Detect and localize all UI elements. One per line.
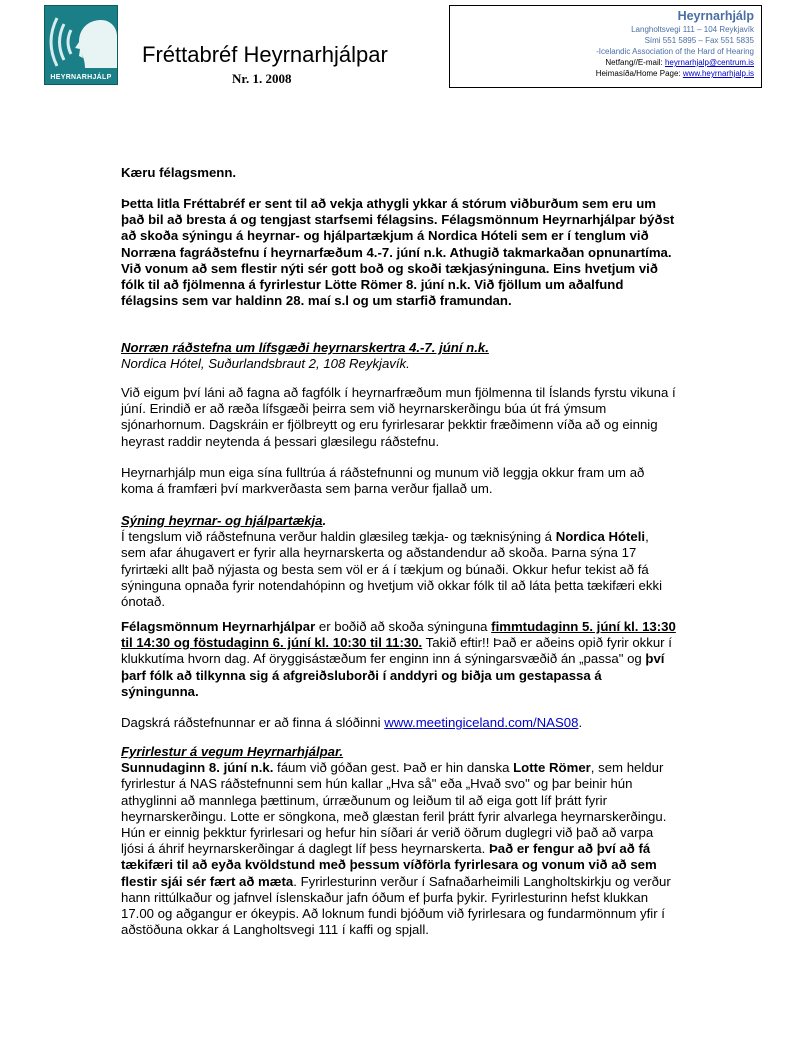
contact-address: Langholtsvegi 111 – 104 Reykjavík [631, 25, 754, 34]
homepage-label: Heimasíða/Home Page: [595, 69, 683, 78]
logo-text: HEYRNARHJÁLP [50, 74, 112, 81]
conference-heading: Norræn ráðstefna um lífsgæði heyrnarskertra 4.-7. júní n.k. [121, 340, 489, 355]
text-run-bold: Sunnudaginn 8. júní n.k. [121, 760, 274, 776]
contact-org: Heyrnarhjálp [677, 9, 754, 23]
text-run: , sem heldur fyrirlestur á NAS ráðstefnunni sem hún kallar „Hva så" eða „Hvað svo" og þar beinir hún athyglinni að mannlega þættinum, úrræðunum og leiðum til að eiga gott líf þrátt fyrir heyrnarskerðingu. Lotte er söngkona, með glæstan feril þrátt fyrir alvarlega heyrnarskerðingu. Hún er einnig þekktur fyrirlesari og hefur hin síðari ár verið öðrum duglegri við það að varpa ljósi á áhrif heyrnarskerðingar á daglegt líf þess heyrnarskerta. [121, 760, 667, 857]
text-run: Dagskrá ráðstefnunnar er að finna á slóðinni [121, 715, 385, 730]
exhibition-heading: Sýning heyrnar- og hjálpartækja [121, 513, 323, 528]
text-run: . [578, 715, 583, 730]
text-run-bold: Það er fengur að því að fá tækifæri til að eyða kvöldstund með þessum víðförla fyrirlesara og vonum við að sem flestir sjái sér fært að mæta [121, 841, 657, 889]
text-run-bold: Lotte Römer [513, 760, 591, 776]
contact-association: -Icelandic Association of the Hard of Hearing [596, 47, 754, 56]
lecture-heading: Fyrirlestur á vegum Heyrnarhjálpar. [121, 744, 344, 759]
newsletter-title: Fréttabréf Heyrnarhjálpar [142, 42, 388, 67]
greeting: Kæru félagsmenn. [121, 165, 237, 180]
conference-paragraph-1: Við eigum því láni að fagna að fagfólk í heyrnarfræðum mun fjölmenna til Íslands fyrstu vikuna í júní. Erindið er að ræða lífsgæði þeirra sem við heyrnarskerðingu búa út frá ýmsum sjónarhornum. Dagskráin er fjölbreytt og eru fyrirlesarar þekktir fræðimenn víða að og einnig heyrast raddir neytenda á þessari glæsilegu ráðstefnu. [121, 385, 676, 449]
text-run: . Fyrirlesturinn verður í Safnaðarheimili Langholtskirkju og verður hann rittúlkaður og jafnvel íslenskaður jafn óðum ef þurfa þykir. Fyrirlesturinn hefst klukkan 17.00 og aðgangur er ókeypis. Að loknum fundi bjóðum við fyrirlesara og fundarmönnum yfir í aðstöðuna okkar á Langholtsvegi 111 í kaffi og spjall. [121, 873, 671, 938]
lecture-paragraph [121, 760, 677, 938]
section-conference [121, 340, 677, 372]
text-run-bold: því þarf fólk að tilkynna sig á afgreiðsluborði í anddyri og biðja um gestapassa á sýningunna. [121, 651, 665, 699]
exhibition-paragraph-2 [121, 619, 677, 700]
exhibition-heading-end: . [322, 513, 327, 528]
text-run: Í tengslum við ráðstefnuna verður haldin glæsileg tækja- og tæknisýning á [121, 529, 556, 545]
email-label: Netfang//E-mail: [605, 58, 665, 67]
intro-paragraph: Þetta litla Fréttabréf er sent til að vekja athygli ykkar á stórum viðburðum sem eru um það bil að bresta á og tengjast starfsemi félagsins. Félagsmönnum Heyrnarhjálpar býðst að skoða sýningu á heyrnar- og hjálpartækjum á Nordica Hóteli sem er í tenglum við Norræna fagráðstefnu í heyrnarfæðum 4.-7. júní n.k. Athugið takmarkaðan opnunartíma. Við vonum að sem flestir nýti sér gott boð og skoði tækjasýninguna. Eins hvetjum við fólk til að fjölmenna á fyrirlestur Lötte Römer 8. júní n.k. Við fjöllum um aðalfund félagsins sem var haldinn 28. maí s.l og um starfið framundan. [121, 196, 675, 309]
opening-times: fimmtudaginn 5. júní kl. 13:30 til 14:30 og föstudaginn 6. júní kl. 10:30 til 11:30. [121, 619, 676, 651]
conference-paragraph-2: Heyrnarhjálp mun eiga sína fulltrúa á ráðstefnunni og munum við leggja okkur fram um að koma á framfæri því markverðasta sem þarna verður fjallað um. [121, 465, 645, 497]
text-run-bold: Nordica Hóteli [555, 529, 646, 545]
heyrnarhjalp-logo [44, 5, 118, 85]
section-lecture [121, 744, 677, 938]
email-link[interactable]: heyrnarhjalp@centrum.is [664, 58, 754, 67]
homepage-link[interactable]: www.heyrnarhjalp.is [682, 69, 754, 78]
text-run: , sem afar áhugavert er fyrir alla heyrnarskerta og aðstandendur að skoða. Þarna sýna 17 fyrirtæki allt það nýjasta og besta sem völ er á í tækjum og búnaði. Okkur hefur tekist að fá sýninguna opnaða fyrir notendahópinn og hvetjum við okkar fólk til að láta þetta tækifæri ekki ónotað. [121, 529, 662, 610]
text-run: er boðið að skoða sýninguna [315, 619, 492, 634]
issue-number: Nr. 1. 2008 [232, 71, 292, 86]
contact-box [449, 5, 762, 88]
contact-home-line [450, 68, 754, 79]
text-run-bold: Félagsmönnum Heyrnarhjálpar [121, 619, 316, 634]
conference-venue: Nordica Hótel, Suðurlandsbraut 2, 108 Reykjavík. [121, 356, 410, 372]
text-run: Takið eftir!! Það er aðeins opið fyrir okkur í klukkutíma hvorn dag. Af öryggisástæðum fer enginn inn á sýningarsvæðið án „passa" og [121, 635, 672, 667]
section-exhibition [121, 513, 677, 610]
meetingiceland-link[interactable]: www.meetingiceland.com/NAS08 [384, 715, 579, 730]
contact-phone: Sími 551 5895 – Fax 551 5835 [644, 36, 754, 45]
exhibition-paragraph-3 [121, 715, 677, 731]
text-run: fáum við góðan gest. Það er hin danska [273, 760, 514, 776]
exhibition-paragraph-1 [121, 529, 677, 610]
contact-email-line [450, 57, 754, 68]
